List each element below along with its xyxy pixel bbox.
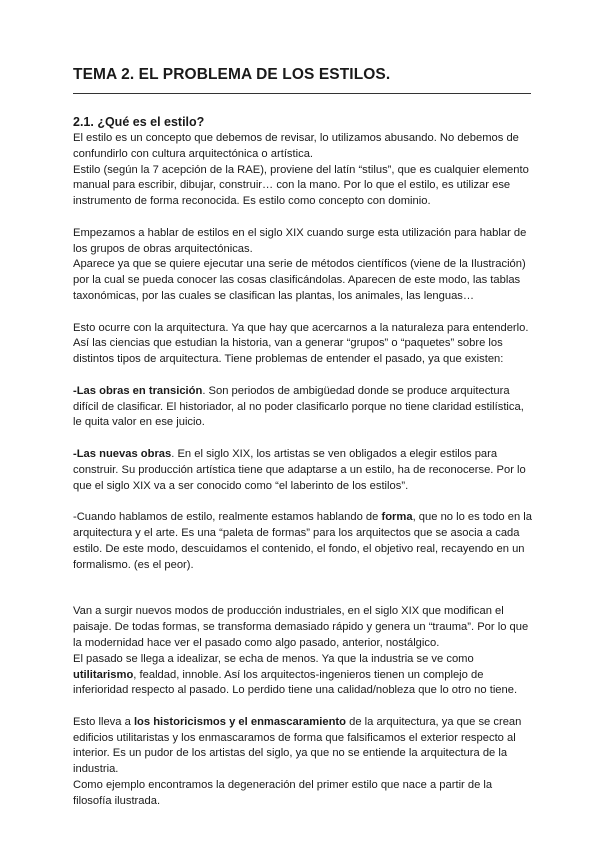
paragraph: Esto ocurre con la arquitectura. Ya que hay que acercarnos a la naturaleza para entenderlo. Así las ciencias que estudian la historia, van a generar “grupos” o “paquetes” sobre los distintos tipos de arquitectura. Tiene problemas de entender el pasado, ya que existen: <box>73 321 529 366</box>
paragraph: Como ejemplo encontramos la degeneración del primer estilo que nace a partir de la filosofía ilustrada. <box>73 779 493 807</box>
bold-term: -Las obras en transición <box>73 384 203 397</box>
paragraph: Estilo (según la 7 acepción de la RAE), proviene del latín “stilus”, que es cualquier elemento manual para escribir, dibujar, construir… con la mano. Por lo que el estilo, es utilizar ese instrumento de forma reconocida. Es estilo como concepto con dominio. <box>73 163 529 208</box>
list-item: -Las obras en transición. Son periodos de ambigüedad donde se produce arquitectura difícil de clasificar. El historiador, al no poder clasificarlo porque no tiene claridad estilística, le quita valor en ese juicio. <box>73 384 524 429</box>
section-heading: 2.1. ¿Qué es el estilo? <box>73 115 205 129</box>
paragraph: El estilo es un concepto que debemos de revisar, lo utilizamos abusando. No debemos de confundirlo con cultura arquitectónica o artística. <box>73 132 519 160</box>
list-item: -Cuando hablamos de estilo, realmente estamos hablando de forma, que no lo es todo en la arquitectura y el arte. Es una “paleta de formas” para los arquitectos que se asocia a cada estilo. De este modo, descuidamos el contenido, el fondo, el objetivo real, recayendo en un formalismo. (es el peor). <box>73 511 533 571</box>
paragraph: Empezamos a hablar de estilos en el siglo XIX cuando surge esta utilización para hablar de los grupos de obras arquitectónicas. <box>73 226 527 255</box>
paragraph: El pasado se llega a idealizar, se echa de menos. Ya que la industria se ve como utilitarismo, fealdad, innoble. Así los arquitectos-ingenieros tienen un complejo de inferioridad respecto al pasado. Lo perdido tiene una calidad/nobleza que lo otro no tiene. <box>73 652 518 697</box>
list-item: -Las nuevas obras. En el siglo XIX, los artistas se ven obligados a elegir estilos para construir. Su producción artística tiene que adaptarse a un estilo, ha de reconocerse. Por lo que el siglo XIX va a ser conocido como “el laberinto de los estilos”. <box>73 447 526 492</box>
bold-term: forma <box>381 511 413 524</box>
bold-term: los historicismos y el enmascaramiento <box>133 715 346 728</box>
paragraph: Van a surgir nuevos modos de producción industriales, en el siglo XIX que modifican el paisaje. De todas formas, se transforma demasiado rápido y genera un “trauma”. Por lo que la modernidad hace ver el pasado como algo pasado, anterior, nostálgico. <box>73 605 529 649</box>
paragraph: Aparece ya que se quiere ejecutar una serie de métodos científicos (viene de la Ilustración) por la cual se pueda conocer las cosas clasificándolas. Aparecen de este modo, las tablas taxonómicas, por las cuales se clasifican las plantas, los animales, las lenguas… <box>73 258 526 302</box>
document-body <box>73 114 533 810</box>
document-title: TEMA 2. EL PROBLEMA DE LOS ESTILOS. <box>73 66 391 83</box>
paragraph: Esto lleva a los historicismos y el enmascaramiento de la arquitectura, ya que se crean edificios utilitaristas y los enmascaramos de forma que falsificamos el exterior respecto al interior. Es un pudor de los artistas del siglo, ya que no se entiende la arquitectura de la industria. <box>73 715 522 776</box>
bold-term: -Las nuevas obras <box>73 447 172 460</box>
title-underline <box>73 93 531 94</box>
bold-term: utilitarismo <box>73 668 134 681</box>
